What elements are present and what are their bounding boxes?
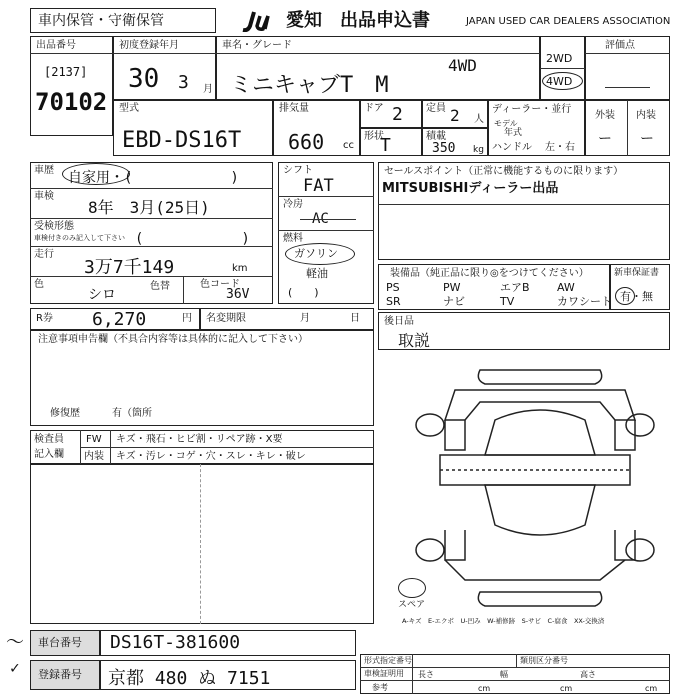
displacement-label: 排気量 xyxy=(279,103,309,114)
recycle-value: 6,270 xyxy=(92,309,147,330)
inspection-label: 車検 xyxy=(34,191,54,202)
damage-legend: A-キズ E-エクボ U-凹み W-補修跡 S-サビ C-腐食 XX-交換済 xyxy=(402,617,605,625)
equipment-item: AW xyxy=(557,281,575,294)
lot-label: 出品番号 xyxy=(36,40,76,51)
load-value: 350 xyxy=(432,141,456,156)
recycle-unit: 円 xyxy=(182,313,192,324)
check-mark-2: ✓ xyxy=(10,658,20,677)
car-name-value: ミニキャブT M xyxy=(230,73,389,98)
dealer-handle-label: ハンドル xyxy=(492,142,532,153)
cert-model-label: 形式指定番号 xyxy=(364,656,412,665)
shape-label: 形状 xyxy=(364,131,384,142)
dealer-handle-opts: 左・右 xyxy=(545,142,575,153)
interior-label: 内装 xyxy=(636,110,656,121)
equipment-item: TV xyxy=(500,295,515,308)
dealer-year-label: 年式 xyxy=(504,128,523,138)
dealer-model-label: モデル xyxy=(494,119,518,128)
post-note-label: 後日品 xyxy=(384,316,414,327)
drive-opt-2wd: 2WD xyxy=(546,52,573,65)
exterior-value: ー xyxy=(598,131,612,147)
load-label: 積載 xyxy=(426,131,446,142)
ju-logo-icon xyxy=(240,10,282,32)
cert-proof-label: 車検証明用 xyxy=(364,669,404,678)
warranty-label: 新車保証書 xyxy=(614,268,660,278)
mileage-value: 3万7千149 xyxy=(84,257,175,278)
load-unit: kg xyxy=(473,145,484,155)
post-note-value: 取説 xyxy=(398,331,431,350)
chassis-label: 車台番号 xyxy=(38,636,82,649)
ju-logo xyxy=(240,10,282,32)
car-name-drive: 4WD xyxy=(448,56,477,75)
color-code-value: 36V xyxy=(226,287,250,302)
cert-ref-label: 参考 xyxy=(372,683,388,692)
org-name: 愛知 xyxy=(286,10,322,31)
inspector-label-2: 記入欄 xyxy=(34,449,64,460)
repair-label: 修復歴 xyxy=(50,408,80,419)
capacity-value: 2 xyxy=(450,106,460,125)
equipment-item: エアB xyxy=(500,281,530,294)
repair-value: 有（箇所 xyxy=(112,408,152,419)
color-label: 色 xyxy=(34,279,44,290)
equipment-item: PS xyxy=(386,281,400,294)
aircon-label: 冷房 xyxy=(283,199,303,210)
acceptance-value: ( ) xyxy=(135,231,250,247)
recycle-label: R券 xyxy=(36,313,53,324)
storage-note: 車内保管・守衛保管 xyxy=(38,13,164,29)
inspector-interior: 内装 xyxy=(84,451,104,462)
doors-label: ドア xyxy=(364,103,384,114)
registration-year: 30 xyxy=(128,64,160,94)
interior-value: ー xyxy=(640,131,654,147)
shift-label: シフト xyxy=(283,165,313,176)
model-label: 型式 xyxy=(119,103,139,114)
equipment-item: SR xyxy=(386,295,401,308)
cert-height-label: 高さ xyxy=(580,670,596,679)
check-mark-1: 〜 xyxy=(6,632,24,653)
equipment-item: カワシート xyxy=(557,295,612,308)
color-value: シロ xyxy=(88,287,116,303)
registration-label: 初度登録年月 xyxy=(119,40,179,51)
shift-value: FAT xyxy=(303,176,334,196)
fuel-diesel: 軽油 xyxy=(306,267,328,280)
aircon-strike xyxy=(300,219,356,220)
inspector-fw-items: キズ・飛石・ヒビ割・リペア跡・X要 xyxy=(116,434,283,445)
spare-tire-icon xyxy=(398,578,426,598)
chassis-value: DS16T-381600 xyxy=(110,632,241,653)
car-outline-icon xyxy=(400,360,670,620)
cert-unit-2: cm xyxy=(560,684,573,693)
cert-class-label: 類別区分番号 xyxy=(520,656,568,665)
mileage-unit: km xyxy=(232,263,248,274)
car-name-label: 車名・グレード xyxy=(222,40,292,51)
equipment-item: ナビ xyxy=(443,295,465,308)
cert-width-label: 幅 xyxy=(500,670,508,679)
displacement-value: 660 xyxy=(288,130,325,154)
plate-label: 登録番号 xyxy=(38,668,82,681)
rating-label: 評価点 xyxy=(605,40,635,51)
displacement-unit: cc xyxy=(343,140,354,151)
plate-value: 京都 480 ぬ 7151 xyxy=(108,668,271,689)
notes-label: 注意事項申告欄（不具合内容等は具体的に記入して下さい） xyxy=(38,334,308,345)
model-value: EBD-DS16T xyxy=(122,128,242,153)
car-damage-diagram xyxy=(400,360,670,620)
cert-length-label: 長さ xyxy=(418,670,434,679)
inspector-fw: FW xyxy=(86,434,102,445)
lot-box xyxy=(30,36,113,136)
exterior-label: 外装 xyxy=(595,110,615,121)
name-change-day: 日 xyxy=(350,313,360,324)
form-title: 出品申込書 xyxy=(340,10,430,31)
color-change-label: 色替 xyxy=(150,281,170,292)
fuel-other: ( ) xyxy=(288,286,319,299)
registration-month: 3 xyxy=(178,72,189,93)
warranty-value: 有・無 xyxy=(620,290,653,303)
drive-opt-4wd: 4WD xyxy=(546,75,573,88)
shape-value: T xyxy=(380,135,391,156)
acceptance-note: 車検付きのみ記入して下さい xyxy=(34,234,125,242)
capacity-label: 定員 xyxy=(426,103,446,114)
equipment-row-2 xyxy=(380,295,612,309)
name-change-label: 名変期限 xyxy=(206,313,246,324)
sales-point-label: セールスポイント（正常に機能するものに限ります） xyxy=(384,166,624,177)
dealer-label: ディーラー・並行 xyxy=(492,104,572,115)
capacity-unit: 人 xyxy=(474,114,484,125)
free-area-box xyxy=(30,464,374,624)
cert-unit-1: cm xyxy=(478,684,491,693)
doors-value: 2 xyxy=(392,104,403,125)
inspection-value: 8年 3月(25日) xyxy=(88,198,210,217)
history-value: 自家用・( ) xyxy=(68,170,239,186)
name-change-month: 月 xyxy=(300,313,310,324)
equipment-label: 装備品（純正品に限り◎をつけてください） xyxy=(390,268,589,279)
color-code-label: 色コード xyxy=(200,279,240,290)
association-name: JAPAN USED CAR DEALERS ASSOCIATION xyxy=(466,16,671,27)
registration-month-unit: 月 xyxy=(203,84,213,95)
mileage-label: 走行 xyxy=(34,249,54,260)
lot-sub: [2137] xyxy=(44,65,88,79)
fuel-gasoline: ガソリン xyxy=(294,247,338,260)
equipment-row-1 xyxy=(380,281,608,295)
spare-label: スペア xyxy=(398,600,426,610)
inspector-label-1: 検査員 xyxy=(34,434,64,445)
aircon-value: AC xyxy=(312,211,329,227)
acceptance-label: 受検形態 xyxy=(34,221,74,232)
fuel-label: 燃料 xyxy=(283,233,303,244)
history-label: 車歴 xyxy=(34,165,54,176)
cert-unit-3: cm xyxy=(645,684,658,693)
equipment-item: PW xyxy=(443,281,461,294)
sales-point-value: MITSUBISHIディーラー出品 xyxy=(382,181,559,196)
inspector-interior-items: キズ・汚レ・コゲ・穴・スレ・キレ・破レ xyxy=(116,451,306,462)
lot-number: 70102 xyxy=(35,88,108,116)
